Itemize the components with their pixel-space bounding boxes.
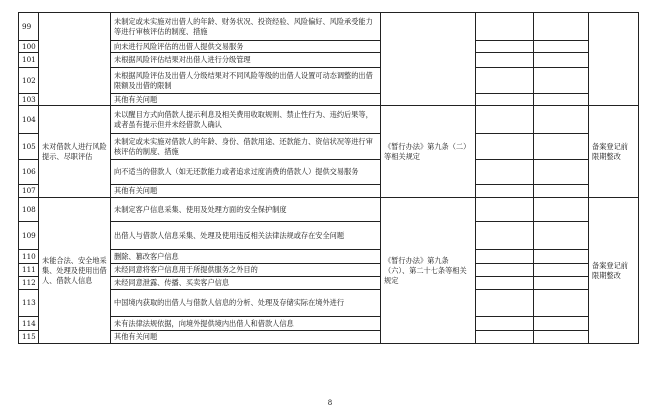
regulation-table	[18, 12, 639, 344]
check-item-cell: 未对借款人进行风险提示、尽职评估	[39, 106, 111, 198]
remark-cell	[534, 41, 589, 53]
table-row	[19, 13, 639, 41]
table-row	[19, 94, 639, 106]
remark-cell	[534, 222, 589, 250]
table-row	[19, 264, 639, 277]
remark-cell	[534, 290, 589, 317]
problem-cell: 其他有关问题	[111, 94, 381, 106]
row-number: 108	[19, 198, 39, 222]
table-row	[19, 331, 639, 344]
problem-cell: 未根据风险评估结果对出借人进行分级管理	[111, 53, 381, 68]
table-row	[19, 41, 639, 53]
problem-cell: 中国境内获取的出借人与借款人信息的分析、处理及存储实际在境外进行	[111, 290, 381, 317]
check-cell	[476, 94, 534, 106]
remark-cell	[534, 94, 589, 106]
row-number: 100	[19, 41, 39, 53]
problem-cell: 向未进行风险评估的出借人提供交易服务	[111, 41, 381, 53]
row-number: 103	[19, 94, 39, 106]
row-number: 104	[19, 106, 39, 134]
check-cell	[476, 222, 534, 250]
table-row	[19, 290, 639, 317]
check-cell	[476, 317, 534, 331]
row-number: 107	[19, 185, 39, 198]
row-number: 113	[19, 290, 39, 317]
problem-cell: 未制定或未实施对借款人的年龄、身份、借款用途、还款能力、资信状况等进行审核评估的制度、措施	[111, 134, 381, 160]
problem-cell: 未根据风险评估及出借人分级结果对不同风险等级的出借人设置可动态调整的出借限额及出借的限制	[111, 68, 381, 94]
check-cell	[476, 68, 534, 94]
problem-cell: 未以醒目方式向借款人提示利息及相关费用收取规则、禁止性行为、违约后果等，或者虽有提示但并未经借款人确认	[111, 106, 381, 134]
row-number: 105	[19, 134, 39, 160]
problem-cell: 未制定客户信息采集、使用及处理方面的安全保护制度	[111, 198, 381, 222]
remark-cell	[534, 277, 589, 290]
remark-cell	[534, 317, 589, 331]
problem-cell: 删除、篡改客户信息	[111, 250, 381, 264]
problem-cell: 未经同意泄露、传播、买卖客户信息	[111, 277, 381, 290]
table-row	[19, 106, 639, 134]
check-cell	[476, 106, 534, 134]
remark-cell	[534, 264, 589, 277]
check-cell	[476, 250, 534, 264]
row-number: 110	[19, 250, 39, 264]
problem-cell: 向不适当的借款人（如无还款能力或者追求过度消费的借款人）提供交易服务	[111, 160, 381, 185]
check-item-cell	[39, 13, 111, 106]
row-number: 114	[19, 317, 39, 331]
row-number: 99	[19, 13, 39, 41]
check-cell	[476, 198, 534, 222]
row-number: 111	[19, 264, 39, 277]
problem-cell: 其他有关问题	[111, 331, 381, 344]
table-row	[19, 185, 639, 198]
check-cell	[476, 160, 534, 185]
remark-cell	[534, 250, 589, 264]
table-row	[19, 222, 639, 250]
check-cell	[476, 134, 534, 160]
check-cell	[476, 185, 534, 198]
check-cell	[476, 331, 534, 344]
problem-cell: 未制定或未实施对出借人的年龄、财务状况、投资经验、风险偏好、风险承受能力等进行审核评估的制度、措施	[111, 13, 381, 41]
check-cell	[476, 41, 534, 53]
row-number: 115	[19, 331, 39, 344]
check-cell	[476, 290, 534, 317]
basis-cell: 《暂行办法》第九条（六）、第二十七条等相关规定	[381, 198, 476, 344]
check-cell	[476, 53, 534, 68]
basis-cell	[381, 13, 476, 106]
measure-cell	[589, 13, 639, 106]
row-number: 106	[19, 160, 39, 185]
remark-cell	[534, 13, 589, 41]
table-row	[19, 198, 639, 222]
table-row	[19, 277, 639, 290]
table-row	[19, 250, 639, 264]
remark-cell	[534, 53, 589, 68]
check-item-cell: 未能合法、安全地采集、处理及使用出借人、借款人信息	[39, 198, 111, 344]
check-cell	[476, 264, 534, 277]
row-number: 109	[19, 222, 39, 250]
problem-cell: 未经同意将客户信息用于所提供服务之外目的	[111, 264, 381, 277]
problem-cell: 未有法律法规依据，向境外提供境内出借人和借款人信息	[111, 317, 381, 331]
measure-cell: 备案登记前限期整改	[589, 106, 639, 198]
check-cell	[476, 13, 534, 41]
table-row	[19, 53, 639, 68]
table-row	[19, 134, 639, 160]
remark-cell	[534, 134, 589, 160]
row-number: 102	[19, 68, 39, 94]
remark-cell	[534, 160, 589, 185]
check-cell	[476, 277, 534, 290]
problem-cell: 出借人与借款人信息采集、处理及使用违反相关法律法规或存在安全问题	[111, 222, 381, 250]
row-number: 101	[19, 53, 39, 68]
table-row	[19, 317, 639, 331]
remark-cell	[534, 198, 589, 222]
measure-cell: 备案登记前限期整改	[589, 198, 639, 344]
page-number: 8	[327, 399, 333, 407]
row-number: 112	[19, 277, 39, 290]
basis-cell: 《暂行办法》第九条（二）等相关规定	[381, 106, 476, 198]
table-row	[19, 160, 639, 185]
remark-cell	[534, 68, 589, 94]
table-row	[19, 68, 639, 94]
remark-cell	[534, 106, 589, 134]
remark-cell	[534, 185, 589, 198]
remark-cell	[534, 331, 589, 344]
problem-cell: 其他有关问题	[111, 185, 381, 198]
